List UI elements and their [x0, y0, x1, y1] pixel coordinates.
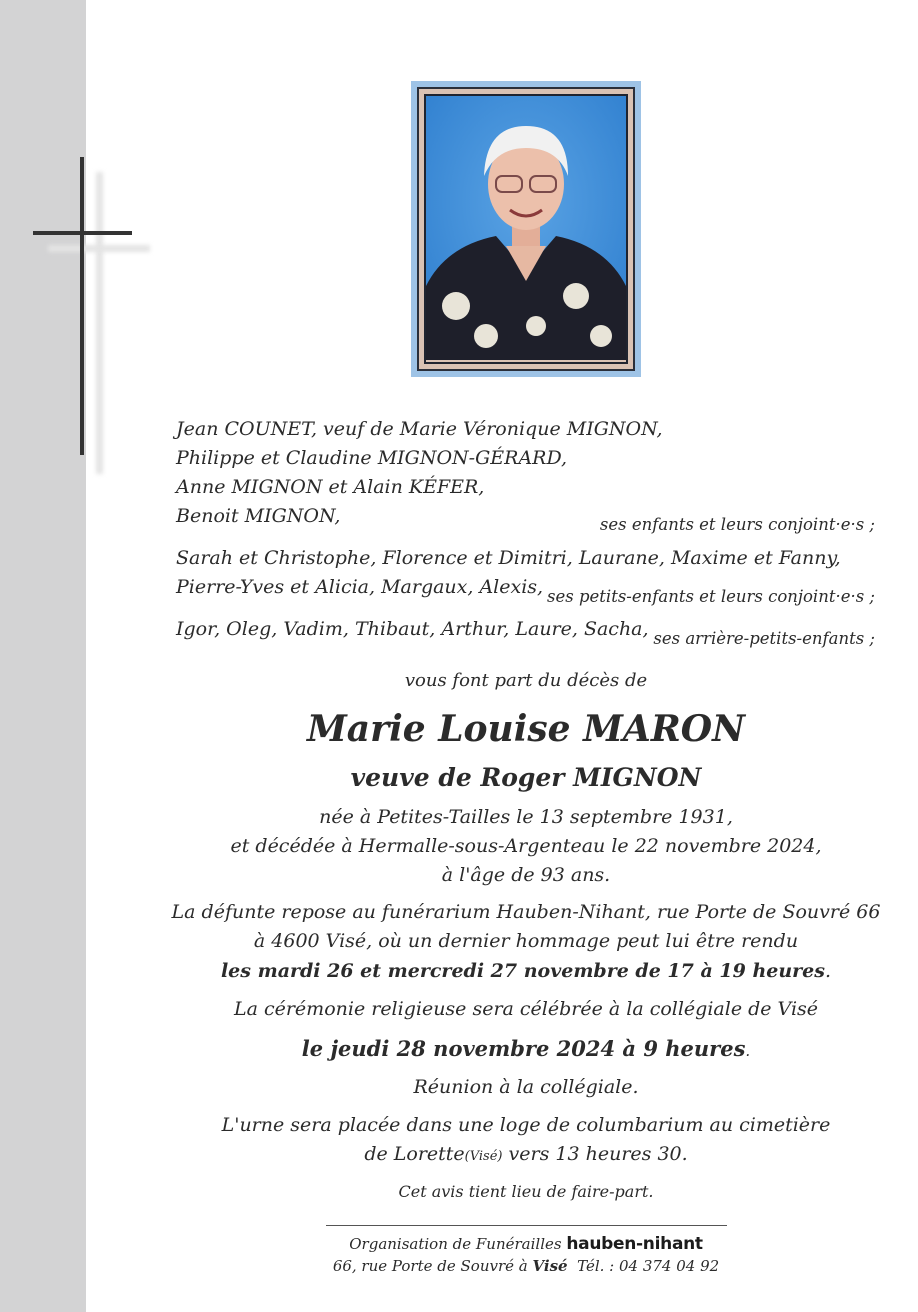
death-info: et décédée à Hermalle-sous-Argenteau le 22 novembre 2024, [230, 835, 822, 857]
children-label: ses enfants et leurs conjoint·e·s ; [599, 515, 875, 534]
visitation-line-2: à 4600 Visé, où un dernier hommage peut lui être rendu [253, 930, 799, 952]
address-street: 66, rue Porte de Souvré à [332, 1257, 533, 1275]
ceremony-date [150, 1036, 902, 1061]
family-line-4: Benoit MIGNON, [176, 505, 341, 527]
photo-image [424, 94, 628, 364]
portrait-photo [411, 81, 641, 377]
urn-place: de Lorette [364, 1143, 465, 1165]
cross-icon [80, 157, 84, 455]
gathering-info: Réunion à la collégiale. [413, 1076, 639, 1098]
cross-shadow [96, 172, 103, 474]
announcement: vous font part du décès de [404, 670, 648, 691]
footer-organization [150, 1234, 902, 1254]
side-band [0, 0, 86, 1312]
org-label: Organisation de Funérailles [349, 1235, 562, 1253]
family-line-1: Jean COUNET, veuf de Marie Véronique MIGNON, [176, 418, 663, 440]
grandchildren-line-1: Sarah et Christophe, Florence et Dimitri, Laurane, Maxime et Fanny, [176, 547, 841, 569]
ceremony-date-text: le jeudi 28 novembre 2024 à 9 heures [301, 1036, 746, 1061]
great-grandchildren-line: Igor, Oleg, Vadim, Thibaut, Arthur, Laure, Sacha, [176, 618, 649, 640]
cross-shadow-arm [48, 245, 150, 252]
address-city: Visé [532, 1257, 568, 1275]
footer-address [150, 1257, 902, 1275]
notice: Cet avis tient lieu de faire-part. [398, 1182, 654, 1201]
urn-line-1: L'urne sera placée dans une loge de columbarium au cimetière [221, 1114, 831, 1136]
grandchildren-label: ses petits-enfants et leurs conjoint·e·s ; [547, 587, 875, 606]
great-grandchildren-label: ses arrière-petits-enfants ; [653, 629, 875, 648]
ceremony-line-1: La cérémonie religieuse sera célébrée à la collégiale de Visé [233, 998, 819, 1020]
urn-time: vers 13 heures 30. [502, 1143, 688, 1165]
address-phone: Tél. : 04 374 04 92 [567, 1257, 720, 1275]
visitation-dates-text: les mardi 26 et mercredi 27 novembre de 17 à 19 heures [220, 960, 825, 982]
urn-line-2 [150, 1143, 902, 1165]
urn-place-city: (Visé) [464, 1149, 503, 1164]
cross-icon-arm [33, 231, 132, 235]
grandchildren-line-2: Pierre-Yves et Alicia, Margaux, Alexis, [176, 576, 544, 598]
portrait-illustration [426, 96, 626, 360]
footer-divider [326, 1225, 727, 1226]
ceremony-date-end: . [745, 1042, 751, 1060]
brand-logo: hauben-nihant [566, 1234, 703, 1254]
birth-info: née à Petites-Tailles le 13 septembre 1931, [319, 806, 733, 828]
visitation-line-1: La défunte repose au funérarium Hauben-Nihant, rue Porte de Souvré 66 [171, 901, 881, 923]
photo-mat [417, 87, 635, 371]
age-info: à l'âge de 93 ans. [441, 864, 611, 886]
family-line-3: Anne MIGNON et Alain KÉFER, [176, 476, 485, 498]
deceased-name: Marie Louise MARON [306, 708, 746, 750]
family-line-2: Philippe et Claudine MIGNON-GÉRARD, [176, 447, 568, 469]
widow-of: veuve de Roger MIGNON [350, 763, 702, 792]
visitation-dates-end: . [824, 960, 832, 982]
visitation-dates [150, 960, 902, 982]
